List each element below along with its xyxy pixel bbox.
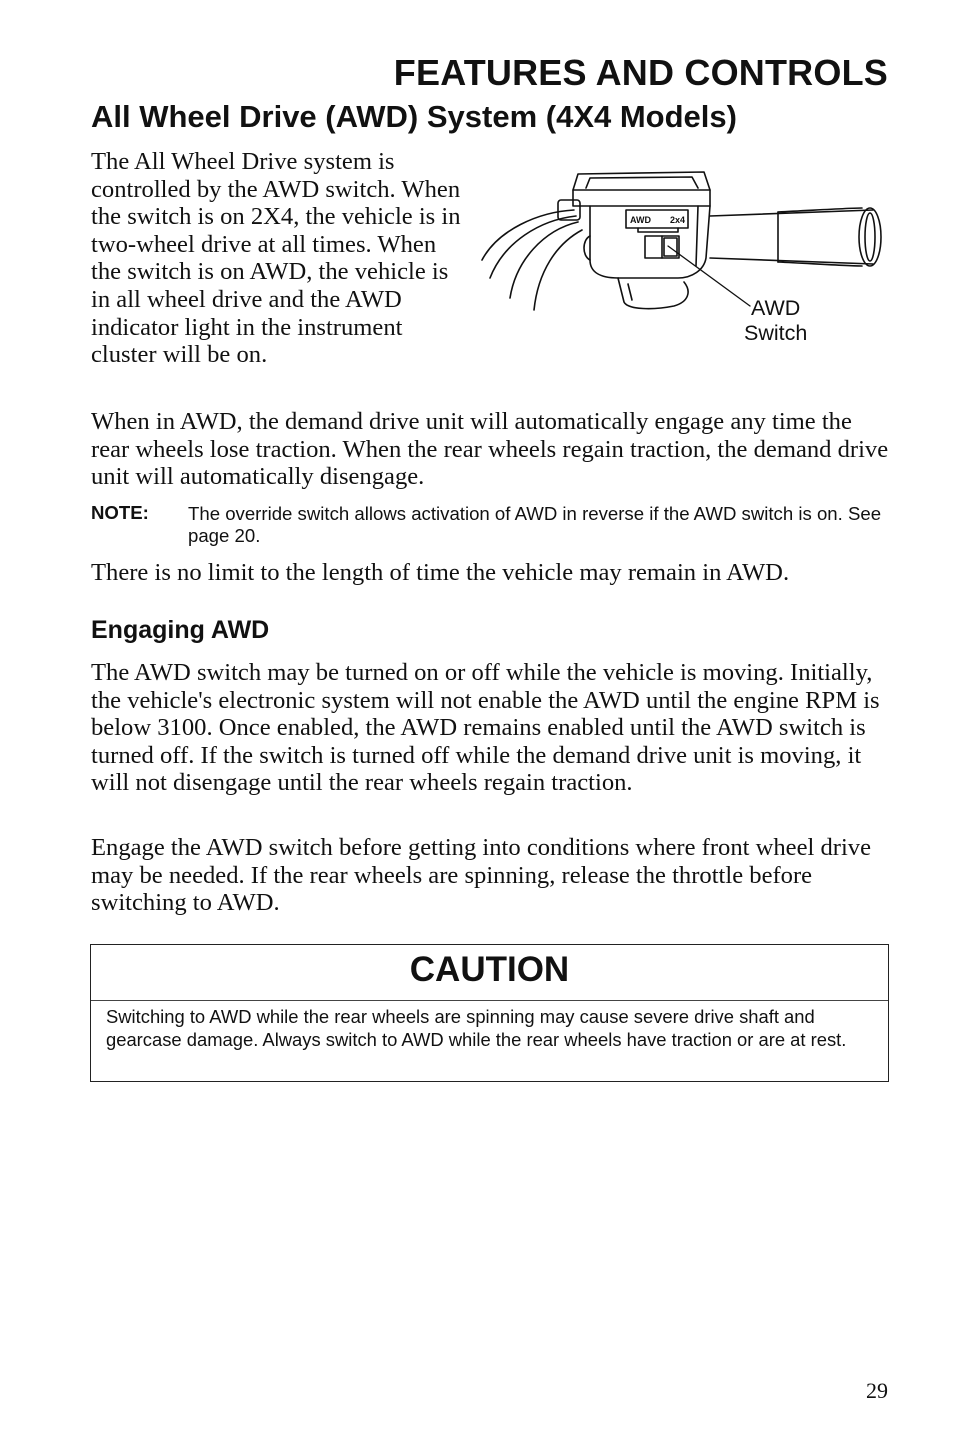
time-limit-paragraph: There is no limit to the length of time the vehicle may remain in AWD.	[91, 559, 790, 586]
section-subheading: Engaging AWD	[91, 616, 270, 644]
awd-engagement-paragraph: When in AWD, the demand drive unit will automatically engage any time the rear wheels lose traction. When the rear wheels regain traction, the demand drive unit will automatically disengage.	[91, 408, 889, 491]
engage-before-paragraph: Engage the AWD switch before getting into conditions where front wheel drive may be needed. If the rear wheels are spinning, release the throttle before switching to AWD.	[91, 834, 872, 917]
caution-text: Switching to AWD while the rear wheels are spinning may cause severe drive shaft and gearcase damage. Always switch to AWD while the rear wheels have traction or are at rest.	[106, 1006, 847, 1050]
awd-label-on-switch: AWD	[630, 215, 651, 225]
caution-box	[90, 944, 889, 1082]
page-title: All Wheel Drive (AWD) System (4X4 Models)	[91, 99, 737, 134]
intro-paragraph: The All Wheel Drive system is controlled by the AWD switch. When the switch is on 2X4, the vehicle is in two-wheel drive at all times. When the switch is on AWD, the vehicle is in all wheel drive and the AWD indicator light in the instrument cluster will be on.	[91, 148, 461, 369]
page-number: 29	[866, 1378, 888, 1403]
section-title: FEATURES AND CONTROLS	[393, 52, 888, 93]
engaging-awd-paragraph: The AWD switch may be turned on or off while the vehicle is moving. Initially, the vehicle's electronic system will not enable the AWD until the engine RPM is below 3100. Once enabled, the AWD remains enabled until the AWD switch is turned off. If the switch is turned off while the demand drive unit is moving, it will not disengage until the rear wheels regain traction.	[91, 659, 880, 797]
caution-title: CAUTION	[91, 945, 888, 1001]
callout-line-1: AWD	[750, 296, 801, 320]
callout-line-2: Switch	[744, 321, 808, 345]
note-text: The override switch allows activation of AWD in reverse if the AWD switch is on. See page 20.	[188, 503, 882, 546]
awd-switch-callout	[744, 296, 807, 346]
2x4-label-on-switch: 2x4	[670, 215, 686, 225]
handlebar-awd-switch-illustration	[478, 160, 898, 355]
note-label: NOTE:	[91, 502, 149, 523]
